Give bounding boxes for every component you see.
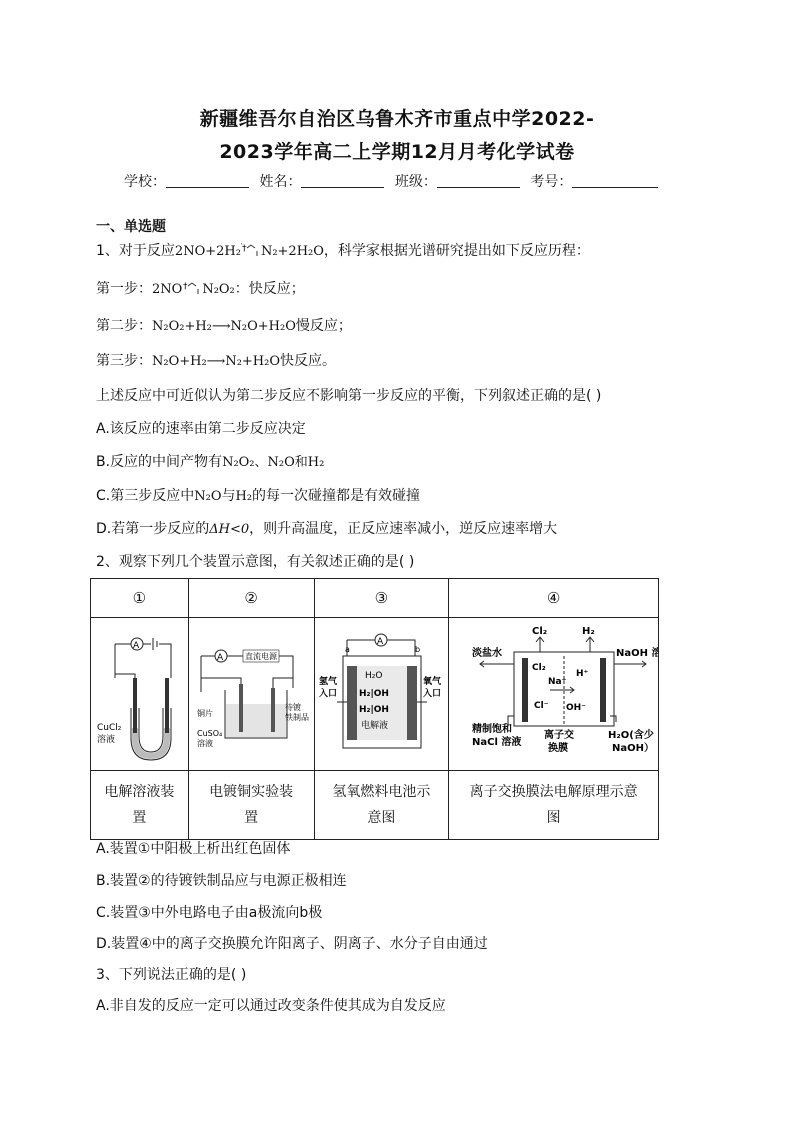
figure-cell-4 — [449, 618, 659, 771]
figure-cell-2 — [188, 618, 314, 771]
svg-text:CuCl₂: CuCl₂ — [97, 723, 122, 733]
svg-text:a: a — [344, 645, 350, 654]
svg-text:淡盐水: 淡盐水 — [471, 648, 502, 659]
svg-text:待镀: 待镀 — [285, 703, 302, 712]
svg-text:直流电源: 直流电源 — [245, 652, 278, 661]
svg-text:CuSO₄: CuSO₄ — [197, 729, 223, 738]
q2-stem: 2、观察下列几个装置示意图，有关叙述正确的是( ) — [96, 554, 415, 570]
caption-cell-1: 电解溶液装 置 — [91, 771, 189, 840]
svg-text:H⁺: H⁺ — [575, 669, 588, 679]
q2-option-b[interactable]: B.装置②的待镀铁制品应与电源正极相连 — [96, 873, 347, 889]
header-cell-1: ① — [91, 579, 189, 618]
class-blank[interactable] — [437, 173, 520, 188]
exam-title-line1: 新疆维吾尔自治区乌鲁木齐市重点中学2022- — [199, 108, 595, 130]
apparatus-table — [90, 578, 659, 840]
q1-option-a[interactable]: A.该反应的速率由第二步反应决定 — [96, 421, 306, 437]
svg-text:NaOH 溶: NaOH 溶 — [615, 648, 658, 659]
svg-text:H₂|OH: H₂|OH — [358, 689, 389, 699]
svg-text:入口: 入口 — [422, 689, 441, 699]
svg-text:A: A — [217, 653, 224, 663]
q1-step1: 第一步：2NO † N₂O₂：快反应； — [96, 281, 305, 297]
exam-title-line2: 2023学年高二上学期12月月考化学试卷 — [219, 141, 575, 163]
svg-text:Cl⁻: Cl⁻ — [533, 701, 549, 711]
svg-text:b: b — [414, 645, 420, 654]
svg-text:精制饱和: 精制饱和 — [471, 724, 512, 735]
svg-text:Na⁺: Na⁺ — [547, 677, 566, 687]
caption-cell-4: 离子交换膜法电解原理示意 图 — [449, 771, 659, 840]
q3-stem: 3、下列说法正确的是( ) — [96, 967, 247, 983]
svg-text:电解液: 电解液 — [360, 721, 388, 731]
svg-text:铜片: 铜片 — [197, 709, 214, 718]
q2-option-d[interactable]: D.装置④中的离子交换膜允许阳离子、阴离子、水分子自由通过 — [96, 936, 488, 952]
q3-option-a[interactable]: A.非自发的反应一定可以通过改变条件使其成为自发反应 — [96, 998, 446, 1014]
q1-option-c[interactable]: C.第三步反应中N₂O与H₂的每一次碰撞都是有效碰撞 — [96, 488, 421, 504]
name-label: 姓名： — [259, 174, 302, 190]
exam-number-blank[interactable] — [572, 173, 658, 188]
svg-text:H₂: H₂ — [581, 626, 595, 637]
svg-text:Cl₂: Cl₂ — [531, 626, 547, 637]
svg-text:H₂|OH: H₂|OH — [358, 705, 389, 715]
svg-text:OH⁻: OH⁻ — [565, 703, 586, 713]
svg-text:NaCl 溶液: NaCl 溶液 — [471, 737, 521, 748]
q1-option-d[interactable]: D.若第一步反应的ΔH<0，则升高温度，正反应速率减小，逆反应速率增大 — [96, 521, 558, 537]
equilibrium-arrow-icon — [182, 281, 202, 295]
header-cell-4: ④ — [449, 579, 659, 618]
q1-option-b[interactable]: B.反应的中间产物有N₂O₂、N₂O和H₂ — [96, 454, 325, 470]
school-label: 学校： — [124, 174, 166, 190]
svg-text:Cl₂: Cl₂ — [531, 663, 546, 673]
q1-step2: 第二步：N₂O₂+H₂⟶N₂O+H₂O慢反应； — [96, 318, 352, 334]
header-cell-2: ② — [188, 579, 314, 618]
svg-text:溶液: 溶液 — [97, 735, 116, 745]
class-label: 班级： — [394, 174, 437, 190]
svg-text:A: A — [133, 641, 140, 651]
q2-option-a[interactable]: A.装置①中阳极上析出红色固体 — [96, 841, 291, 857]
copper-plating-diagram — [189, 618, 313, 766]
section-title: 一、单选题 — [96, 219, 166, 235]
electrolysis-cucl2-diagram — [91, 618, 187, 766]
figure-cell-3 — [314, 618, 449, 771]
svg-text:†: † — [241, 244, 247, 254]
svg-text:氧气: 氧气 — [422, 677, 441, 687]
svg-text:入口: 入口 — [318, 689, 337, 699]
svg-text:铁制品: 铁制品 — [285, 713, 310, 722]
q1-step3: 第三步：N₂O+H₂⟶N₂+H₂O快反应。 — [96, 353, 337, 369]
svg-text:溶液: 溶液 — [197, 739, 214, 748]
svg-text:离子交: 离子交 — [543, 730, 574, 741]
q2-option-c[interactable]: C.装置③中外电路电子由a极流向b极 — [96, 905, 323, 921]
ion-exchange-membrane-diagram — [450, 618, 658, 766]
svg-text:换膜: 换膜 — [547, 743, 568, 754]
name-blank[interactable] — [301, 173, 384, 188]
header-cell-3: ③ — [314, 579, 449, 618]
equilibrium-arrow-icon — [241, 243, 261, 257]
exam-number-label: 考号： — [530, 174, 573, 190]
q1-question: 上述反应中可近似认为第二步反应不影响第一步反应的平衡，下列叙述正确的是( ) — [96, 388, 602, 404]
svg-text:†: † — [183, 282, 188, 292]
student-info-row — [124, 171, 664, 191]
svg-text:A: A — [376, 637, 384, 647]
svg-text:H₂O(含少: H₂O(含少 — [607, 730, 654, 741]
svg-text:NaOH）: NaOH） — [611, 743, 654, 754]
fuel-cell-diagram — [315, 618, 448, 766]
school-blank[interactable] — [166, 173, 249, 188]
caption-cell-2: 电镀铜实验装 置 — [188, 771, 314, 840]
figure-cell-1 — [91, 618, 189, 771]
svg-text:氢气: 氢气 — [318, 677, 337, 687]
q1-stem: 1、对于反应2NO+2H₂ † N₂+2H₂O，科学家根据光谱研究提出如下反应历程： — [96, 243, 590, 259]
caption-cell-3: 氢氧燃料电池示 意图 — [314, 771, 449, 840]
svg-text:H₂O: H₂O — [364, 671, 383, 681]
